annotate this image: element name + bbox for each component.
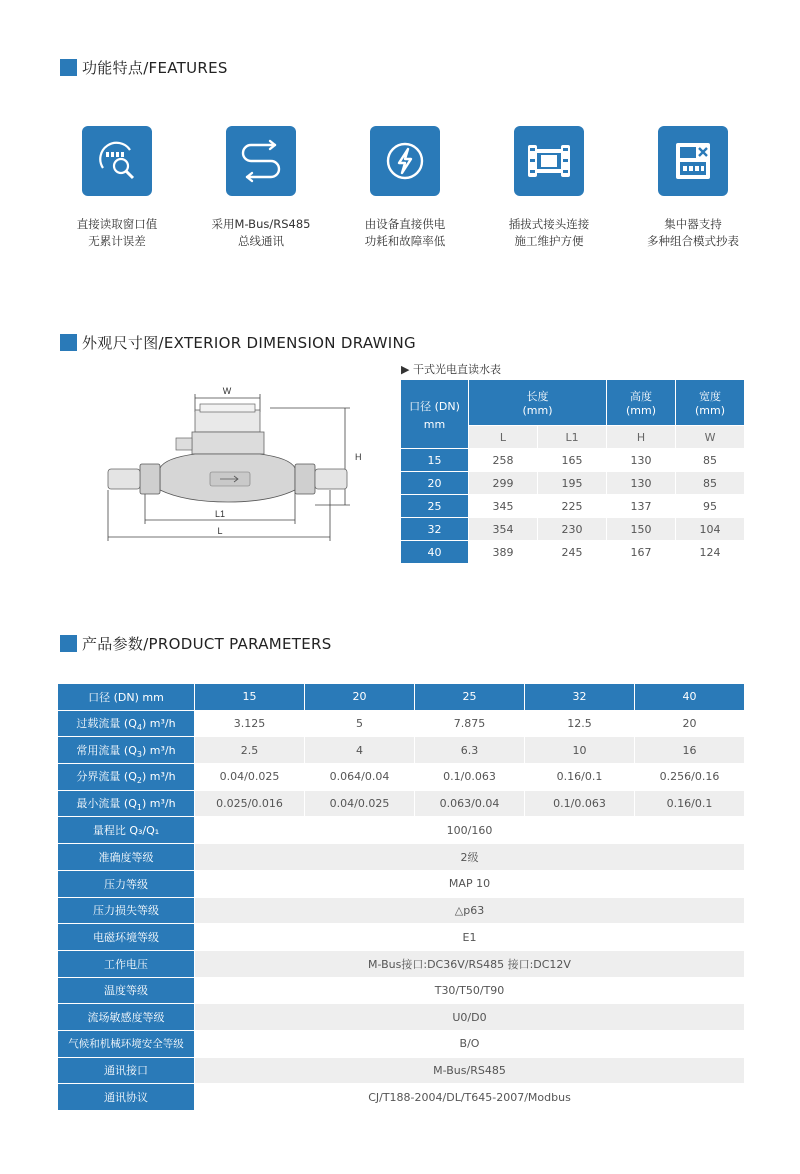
feature-item — [621, 126, 765, 250]
feature-line2: 功耗和故障率低 — [364, 234, 446, 248]
feature-item — [477, 126, 621, 250]
table-row: 压力等级 MAP 10 — [58, 870, 745, 897]
sub-header-cell: W — [676, 426, 745, 449]
dim-label-w: W — [222, 386, 232, 396]
table-row: 25 345 225 137 95 — [401, 495, 745, 518]
meter-dimension-drawing — [100, 380, 370, 550]
feature-line1: 采用M-Bus/RS485 — [211, 217, 311, 231]
meter-window-search-icon — [82, 126, 152, 196]
table-row: 40 389 245 167 124 — [401, 541, 745, 564]
table-row: 流场敏感度等级 U0/D0 — [58, 1004, 745, 1031]
feature-line1: 插拔式接头连接 — [508, 217, 590, 231]
dimension-table-caption: ▶ 干式光电直读水表 — [401, 363, 501, 376]
feature-line2: 总线通讯 — [238, 234, 284, 248]
table-row: 工作电压 M-Bus接口:DC36V/RS485 接口:DC12V — [58, 950, 745, 977]
dim-label-h: H — [355, 452, 362, 462]
power-lightning-icon — [370, 126, 440, 196]
table-row: 最小流量 $(Q_1)$ m³/h 0.025/0.016 0.04/0.025 0.063/0.04 0.1/0.063 0.16/0.1 — [58, 790, 745, 817]
length-header-cell: 长度 (mm) — [469, 380, 607, 426]
feature-line2: 多种组合模式抄表 — [647, 234, 739, 248]
dn-header-cell: 口径 (DN) mm — [401, 380, 469, 449]
sub-header-cell: H — [607, 426, 676, 449]
plug-connector-icon — [514, 126, 584, 196]
parameters-table — [57, 683, 745, 1111]
table-row: 准确度等级 2级 — [58, 844, 745, 871]
dim-label-l: L — [217, 526, 223, 536]
sub-header-cell: L1 — [538, 426, 607, 449]
bus-arrows-icon — [226, 126, 296, 196]
feature-line1: 直接读取窗口值 — [76, 217, 158, 231]
features-section-title: 功能特点/FEATURES — [60, 57, 228, 78]
feature-item — [45, 126, 189, 250]
table-row: 温度等级 T30/T50/T90 — [58, 977, 745, 1004]
table-row: 气候和机械环境安全等级 B/O — [58, 1030, 745, 1057]
dimension-table — [400, 379, 745, 564]
section-marker — [60, 334, 77, 351]
section-marker — [60, 59, 77, 76]
feature-line1: 集中器支持 — [664, 217, 722, 231]
feature-line1: 由设备直接供电 — [364, 217, 446, 231]
table-row: 过载流量 $(Q_4)$ m³/h 3.125 5 7.875 12.5 20 — [58, 710, 745, 737]
params-header-row: 口径 (DN) mm 15 20 25 32 40 — [58, 684, 745, 711]
features-list — [45, 126, 765, 250]
table-row: 15 258 165 130 85 — [401, 449, 745, 472]
dim-label-l1: L1 — [214, 509, 226, 519]
table-row: 常用流量 $(Q_3)$ m³/h 2.5 4 6.3 10 16 — [58, 737, 745, 764]
width-header-cell: 宽度 (mm) — [676, 380, 745, 426]
feature-line2: 施工维护方便 — [514, 234, 584, 248]
table-row: 电磁环境等级 E1 — [58, 924, 745, 951]
height-header-cell: 高度 (mm) — [607, 380, 676, 426]
sub-header-cell: L — [469, 426, 538, 449]
feature-line2: 无累计误差 — [88, 234, 146, 248]
table-row: 通讯接口 M-Bus/RS485 — [58, 1057, 745, 1084]
params-section-title: 产品参数/PRODUCT PARAMETERS — [60, 633, 332, 654]
table-row: 分界流量 $(Q_2)$ m³/h 0.04/0.025 0.064/0.04 0.1/0.063 0.16/0.1 0.256/0.16 — [58, 764, 745, 791]
feature-item — [189, 126, 333, 250]
table-row: 32 354 230 150 104 — [401, 518, 745, 541]
dimension-section-title: 外观尺寸图/EXTERIOR DIMENSION DRAWING — [60, 332, 416, 353]
table-row: 量程比 Q₃/Q₁ 100/160 — [58, 817, 745, 844]
feature-item — [333, 126, 477, 250]
table-row: 20 299 195 130 85 — [401, 472, 745, 495]
table-row: 压力损失等级 △p63 — [58, 897, 745, 924]
concentrator-icon — [658, 126, 728, 196]
table-row: 通讯协议 CJ/T188-2004/DL/T645-2007/Modbus — [58, 1084, 745, 1111]
section-marker — [60, 635, 77, 652]
